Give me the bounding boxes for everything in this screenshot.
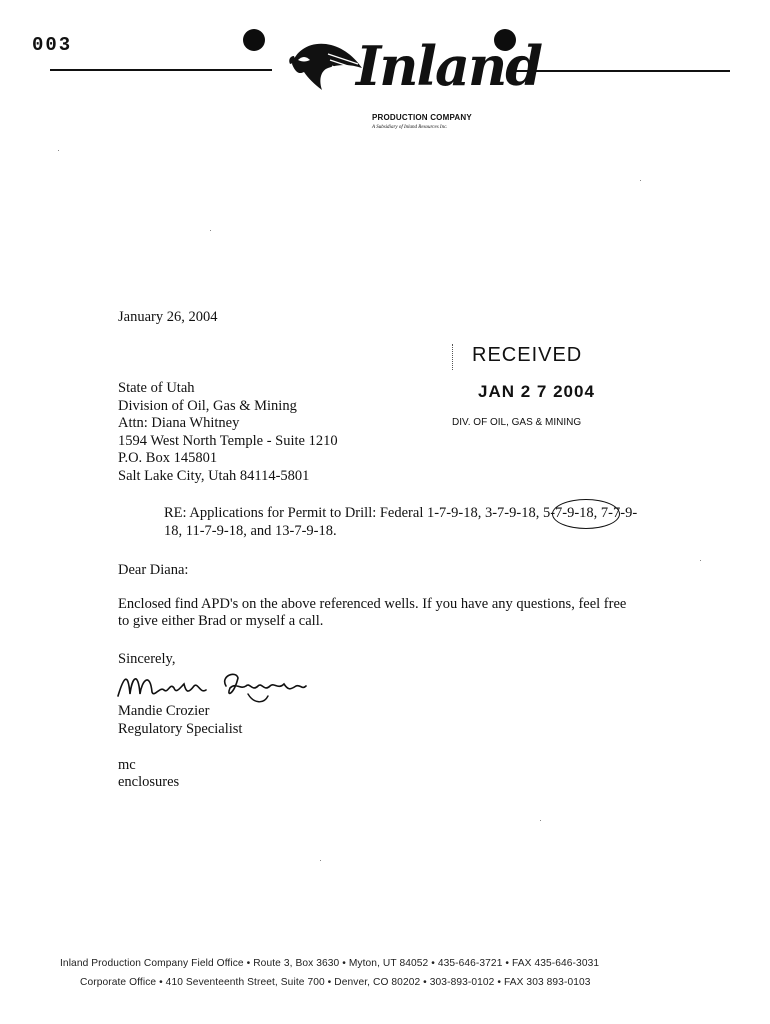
page-number: 003 bbox=[32, 34, 73, 56]
logo-subtitle: PRODUCTION COMPANY bbox=[372, 113, 472, 122]
salutation: Dear Diana: bbox=[118, 562, 189, 578]
address-block bbox=[118, 380, 338, 485]
re-line-2: 18, 11-7-9-18, and 13-7-9-18. bbox=[164, 523, 337, 539]
logo-wordmark: Inland bbox=[356, 34, 542, 98]
re-line-1: RE: Applications for Permit to Drill: Federal 1-7-9-18, 3-7-9-18, 5-7-9-18, 7-7-9- bbox=[164, 505, 638, 521]
scan-speck bbox=[210, 230, 211, 231]
address-line: State of Utah bbox=[118, 380, 195, 396]
body-line-2: to give either Brad or myself a call. bbox=[118, 613, 324, 629]
address-line: 1594 West North Temple - Suite 1210 bbox=[118, 432, 338, 449]
scan-speck bbox=[320, 860, 321, 861]
header-rule-left bbox=[50, 69, 272, 71]
address-line: Salt Lake City, Utah 84114-5801 bbox=[118, 467, 310, 484]
received-stamp bbox=[452, 340, 622, 436]
logo-tagline: A Subsidiary of Inland Resources Inc. bbox=[372, 125, 448, 130]
scan-speck bbox=[700, 560, 701, 561]
scan-speck bbox=[58, 150, 59, 151]
signer-name: Mandie Crozier bbox=[118, 703, 210, 719]
address-line: P.O. Box 145801 bbox=[118, 450, 218, 466]
stamp-division: DIV. OF OIL, GAS & MINING bbox=[452, 417, 582, 428]
address-line: Division of Oil, Gas & Mining bbox=[118, 397, 297, 414]
closing: Sincerely, bbox=[118, 651, 176, 667]
handwritten-circle-mark bbox=[552, 499, 620, 529]
body-line-1: Enclosed find APD's on the above referenced wells. If you have any questions, feel free bbox=[118, 596, 627, 612]
stamp-border-mark bbox=[452, 344, 454, 370]
signer-title: Regulatory Specialist bbox=[118, 721, 243, 737]
stamp-date: JAN 2 7 2004 bbox=[478, 382, 595, 401]
address-line: Attn: Diana Whitney bbox=[118, 415, 240, 431]
stamp-received: RECEIVED bbox=[472, 344, 583, 366]
header-rule-right bbox=[510, 70, 730, 72]
scan-speck bbox=[540, 820, 541, 821]
initials: mc bbox=[118, 757, 136, 773]
scan-speck bbox=[640, 180, 641, 181]
punch-hole-left bbox=[243, 29, 265, 51]
enclosures: enclosures bbox=[118, 774, 180, 790]
footer-corporate-office: Corporate Office • 410 Seventeenth Street, Suite 700 • Denver, CO 80202 • 303-893-0102 • FAX 303 893-0103 bbox=[80, 977, 591, 988]
company-logo bbox=[288, 28, 542, 138]
letter-date: January 26, 2004 bbox=[118, 309, 218, 325]
footer-field-office: Inland Production Company Field Office • Route 3, Box 3630 • Myton, UT 84052 • 435-646-3721 • FAX 435-646-3031 bbox=[60, 958, 600, 969]
